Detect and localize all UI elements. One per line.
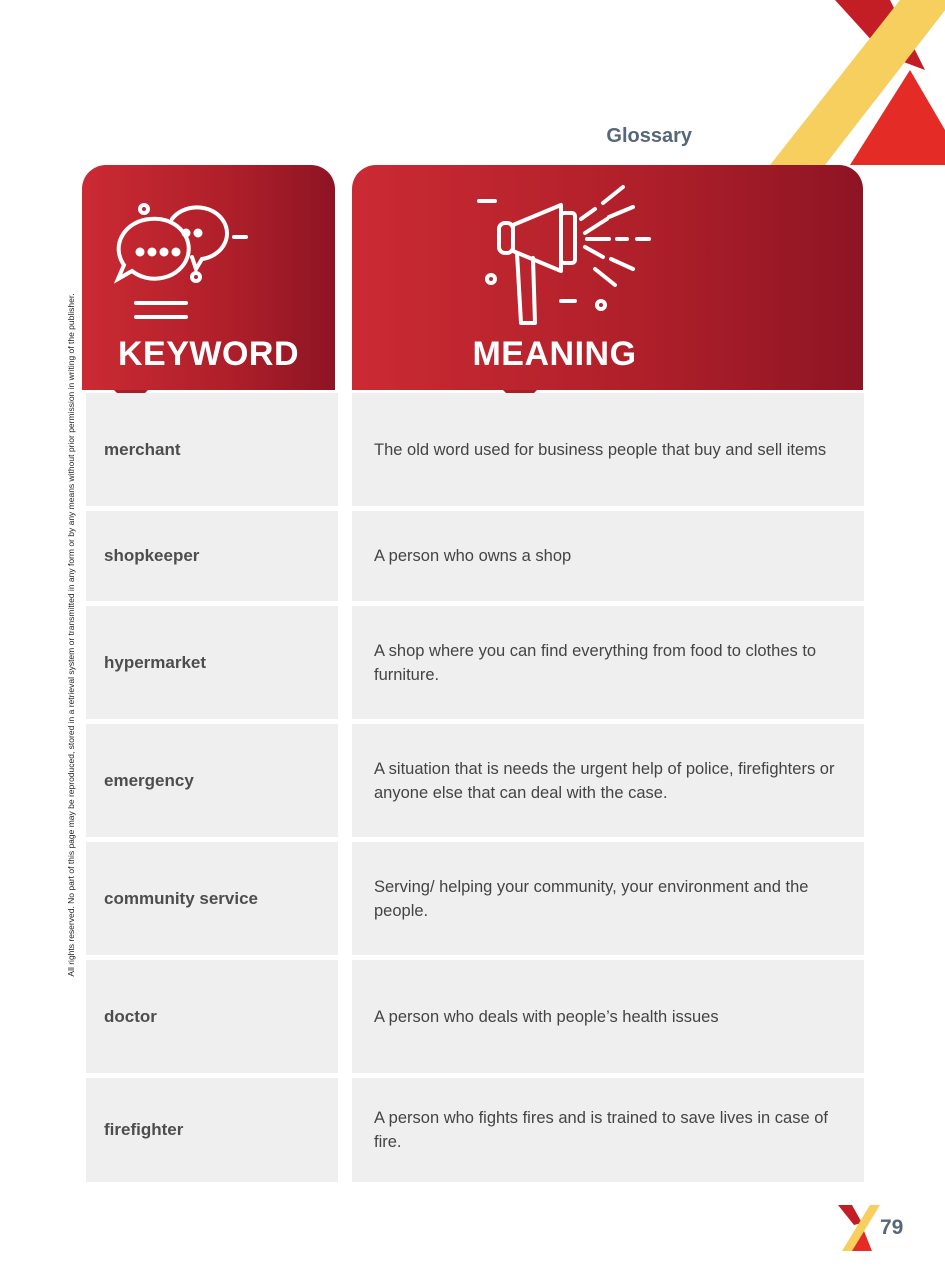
glossary-row — [86, 842, 864, 955]
glossary-row — [86, 393, 864, 506]
speech-bubbles-icon — [110, 197, 255, 322]
copyright-note: All rights reserved. No part of this page may be reproduced, stored in a retrieval system or transmitted in any form or by any means without prior permission in writing of the publisher. — [66, 293, 76, 977]
meaning-cell: The old word used for business people that buy and sell items — [352, 393, 864, 506]
keyword-cell: hypermarket — [86, 606, 338, 719]
keyword-cell: merchant — [86, 393, 338, 506]
keyword-cell: shopkeeper — [86, 511, 338, 601]
glossary-row — [86, 606, 864, 719]
meaning-label: MEANING — [472, 335, 637, 373]
keyword-cell: firefighter — [86, 1078, 338, 1182]
meaning-cell: A person who deals with people’s health issues — [352, 960, 864, 1073]
meaning-cell: A situation that is needs the urgent help of police, firefighters or anyone else that can deal with the case. — [352, 724, 864, 837]
keyword-cell: doctor — [86, 960, 338, 1073]
page-number: 79 — [880, 1216, 904, 1239]
meaning-cell: A person who owns a shop — [352, 511, 864, 601]
section-title: Glossary — [606, 125, 692, 147]
keyword-label: KEYWORD — [117, 335, 300, 373]
glossary-table — [86, 393, 864, 1187]
keyword-cell: community service — [86, 842, 338, 955]
glossary-row — [86, 724, 864, 837]
glossary-row — [86, 960, 864, 1073]
glossary-row — [86, 1078, 864, 1182]
keyword-header — [82, 165, 335, 390]
meaning-header — [352, 165, 863, 390]
megaphone-icon — [477, 183, 657, 333]
glossary-row — [86, 511, 864, 601]
keyword-cell: emergency — [86, 724, 338, 837]
meaning-cell: Serving/ helping your community, your environment and the people. — [352, 842, 864, 955]
corner-decoration — [695, 0, 945, 170]
meaning-cell: A shop where you can find everything from food to clothes to furniture. — [352, 606, 864, 719]
meaning-cell: A person who fights fires and is trained to save lives in case of fire. — [352, 1078, 864, 1182]
footer-logo — [838, 1205, 880, 1251]
